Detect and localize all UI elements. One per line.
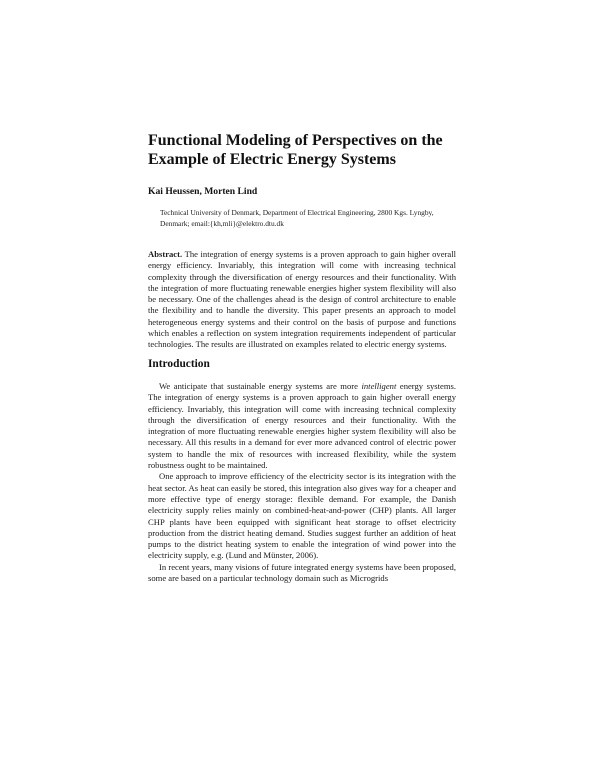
p1-start: We anticipate that sustainable energy systems are more: [159, 381, 362, 391]
affiliation-line-2: Denmark; email:{kh,mli}@elektro.dtu.dk: [160, 218, 284, 228]
p1-emphasis: intelligent: [361, 381, 397, 391]
paragraph-2: One approach to improve efficiency of the electricity sector is its integration with the heat sector. As heat can easily be stored, this integration also gives way for a cheaper and more effective type of energy storage: flexible demand. For example, the Danish electricity supply relies mainly on combined-heat-and-power (CHP) plants. All larger CHP plants have been equipped with significant heat storage to offset electricity production from the district heating demand. Studies suggest further an addition of heat pumps to the district heating system to enable the integration of wind power into the electricity supply, e.g. (Lund and Münster, 2006).: [148, 471, 456, 561]
authors: Kai Heussen, Morten Lind: [148, 186, 258, 197]
title-line-2: Example of Electric Energy Systems: [148, 151, 396, 168]
paragraph-3: In recent years, many visions of future integrated energy systems have been proposed, some are based on a particular technology domain such as Microgrids: [148, 561, 456, 584]
abstract-label: Abstract.: [148, 249, 183, 259]
affiliation-line-1: Technical University of Denmark, Department of Electrical Engineering, 2800 Kgs. Lyngby,: [160, 208, 434, 217]
paragraph-1: [148, 381, 456, 471]
introduction-body: [148, 381, 456, 584]
abstract: [148, 249, 456, 351]
title-line-1: Functional Modeling of Perspectives on the: [148, 132, 443, 149]
paper-title: [148, 131, 468, 169]
affiliation: [160, 208, 456, 229]
p1-rest: energy systems. The integration of energy systems is a proven approach to gain higher overall energy efficiency. Invariably, this integration will come with increasing technical complexity through the diversification of energy resources and their functionality. With the integration of more fluctuating renewable energies higher system flexibility will also be necessary. All this results in a demand for ever more advanced control of electric power system to handle the mix of resources with increased flexibility, while the system robustness ought to be maintained.: [148, 381, 456, 471]
abstract-text: The integration of energy systems is a proven approach to gain higher overall energy efficiency. Invariably, this integration will come with increasing technical complexity through the diversification of energy resources and their functionality. With the integration of more fluctuating renewable energies higher system flexibility will also be necessary. One of the challenges ahead is the design of control architecture to enable the flexibility and to handle the diversity. This paper presents an approach to model heterogeneous energy systems and their control on the basis of purpose and functions which enables a reflection on system integration requirements independent of particular technologies. The results are illustrated on examples related to electric energy systems.: [148, 249, 456, 350]
section-heading-introduction: Introduction: [148, 358, 210, 370]
